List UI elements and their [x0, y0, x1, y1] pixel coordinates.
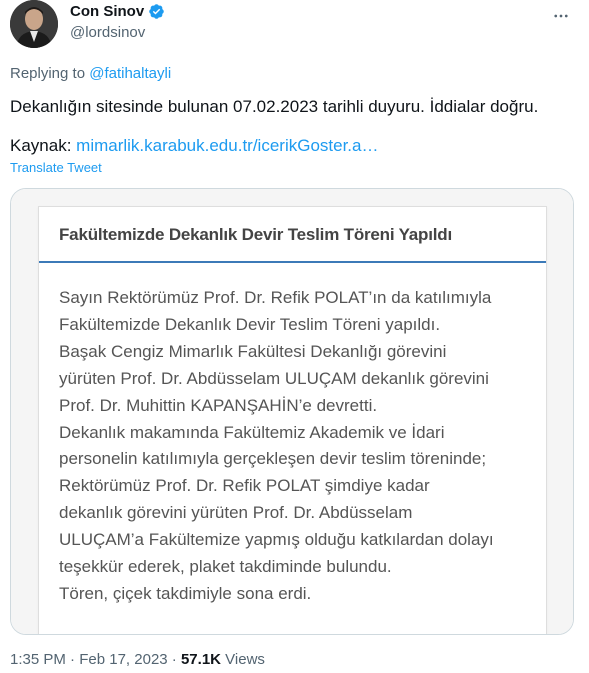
replying-to-prefix: Replying to	[10, 65, 90, 82]
views-count: 57.1K	[180, 651, 221, 668]
document-line: Başak Cengiz Mimarlık Fakültesi Dekanlığı görevini	[59, 341, 447, 361]
document-line: yürüten Prof. Dr. Abdüsselam ULUÇAM dekanlık görevini	[59, 368, 489, 388]
media-image	[11, 189, 573, 634]
document-line: Fakültemizde Dekanlık Devir Teslim Töreni yapıldı.	[59, 314, 441, 334]
document-line: teşekkür ederek, plaket takdiminde bulundu.	[59, 557, 392, 577]
document-line: Sayın Rektörümüz Prof. Dr. Refik POLAT’ın da katılımıyla	[59, 288, 492, 307]
document-line: Rektörümüz Prof. Dr. Refik POLAT şimdiye kadar	[59, 476, 430, 496]
avatar-image	[10, 0, 58, 48]
verified-badge-icon	[148, 3, 165, 20]
document-line: Dekanlık makamında Fakültemiz Akademik ve İdari	[59, 422, 445, 442]
document-line: dekanlık görevini yürüten Prof. Dr. Abdüsselam	[59, 503, 413, 523]
document-title: Fakültemizde Dekanlık Devir Teslim Töreni Yapıldı	[59, 225, 452, 244]
document-line: Tören, çiçek takdimiyle sona erdi.	[59, 583, 312, 603]
tweet-text: Dekanlığın sitesinde bulunan 07.02.2023 tarihli duyuru. İddialar doğru.	[10, 97, 539, 116]
translate-tweet-link[interactable]: Translate Tweet	[10, 160, 102, 175]
tweet-time[interactable]: 1:35 PM	[10, 651, 66, 668]
meta-separator: ·	[167, 651, 181, 668]
document-line: Prof. Dr. Muhittin KAPANŞAHİN’e devretti.	[59, 395, 378, 415]
avatar[interactable]	[10, 0, 58, 48]
meta-separator: ·	[65, 651, 80, 668]
source-line	[10, 135, 378, 157]
document-box	[38, 206, 547, 635]
more-horizontal-icon[interactable]	[551, 6, 571, 26]
tweet-date[interactable]: Feb 17, 2023	[79, 651, 168, 668]
document-header	[39, 207, 546, 263]
tweet-meta	[10, 651, 265, 668]
document-line: ULUÇAM’a Fakültemize yapmış olduğu katkılardan dolayı	[59, 530, 494, 550]
document-line: personelin katılımıyla gerçekleşen devir teslim töreninde;	[59, 449, 487, 469]
tweet-header	[10, 0, 579, 52]
views-label: Views	[221, 651, 265, 668]
name-row	[70, 3, 165, 20]
display-name[interactable]: Con Sinov	[70, 3, 145, 20]
source-link[interactable]: mimarlik.karabuk.edu.tr/icerikGoster.a…	[76, 136, 379, 155]
user-handle[interactable]: @lordsinov	[70, 24, 146, 41]
reply-mention-link[interactable]: @fatihaltayli	[89, 65, 172, 82]
media-card[interactable]	[10, 188, 574, 635]
document-body	[39, 263, 546, 608]
replying-to	[10, 65, 171, 82]
source-label: Kaynak:	[10, 136, 77, 155]
